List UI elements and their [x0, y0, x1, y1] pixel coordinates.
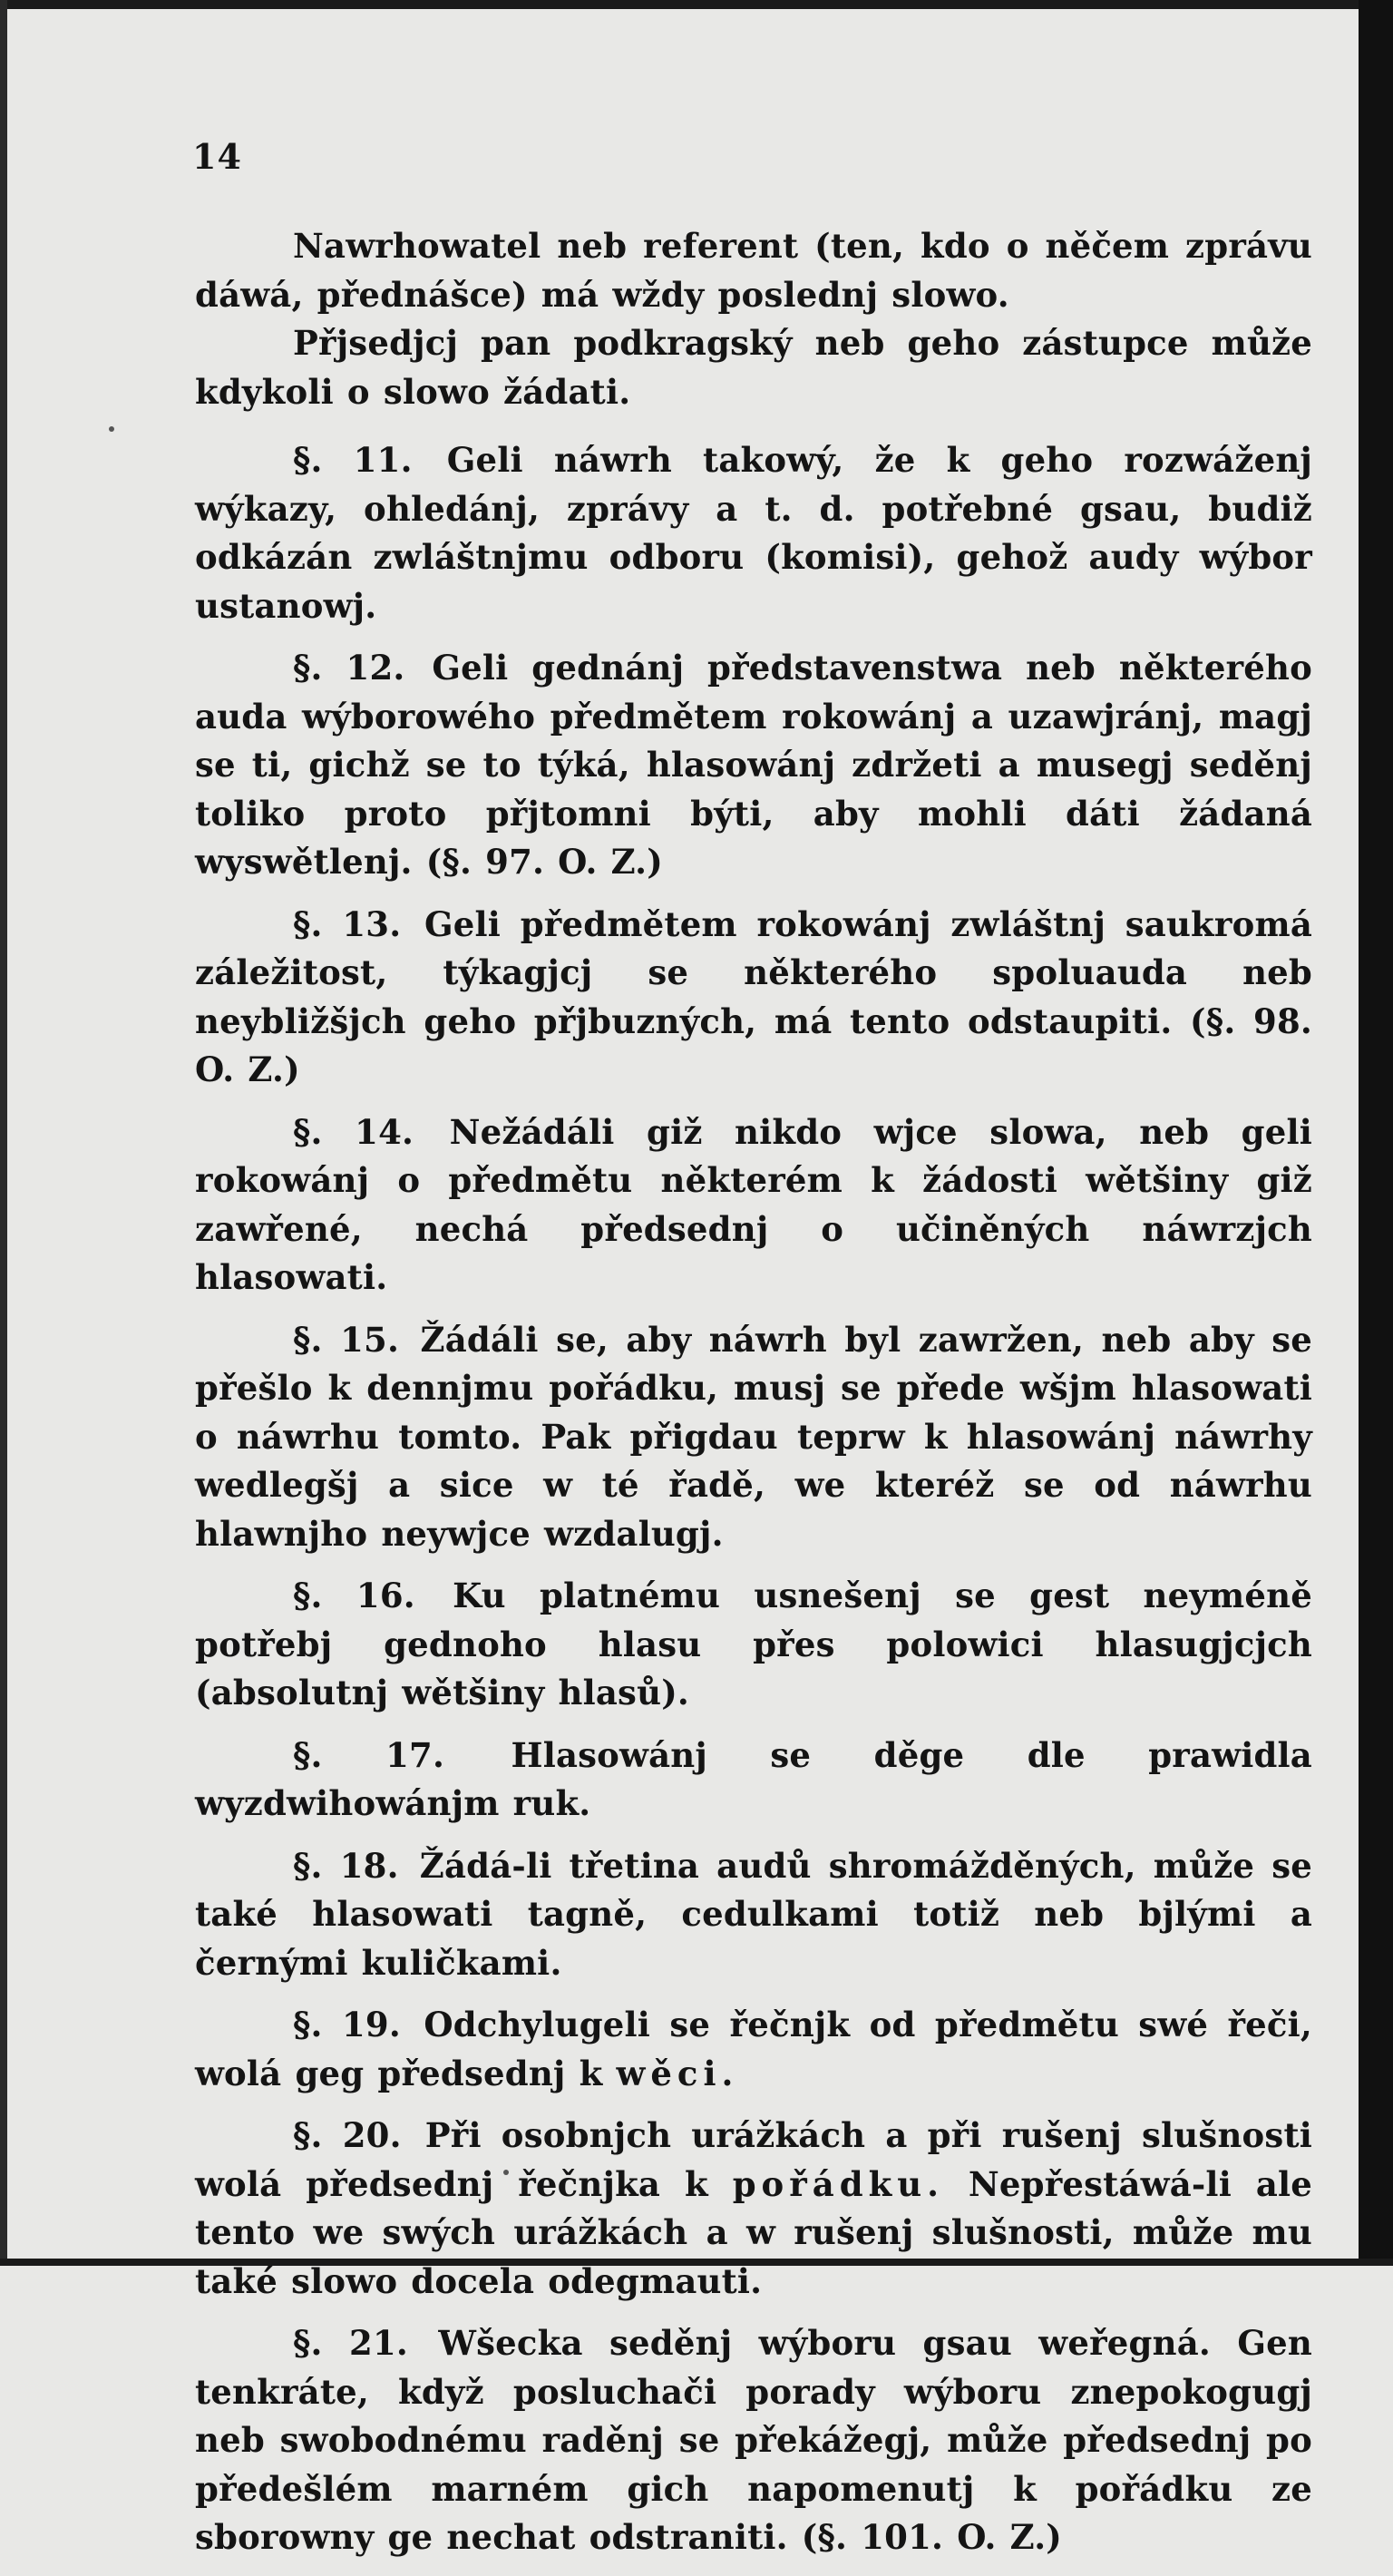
section-number: §. 15. — [293, 1319, 400, 1360]
section-text: Odchylugeli se řečnjk od předmětu swé řeči, wolá geg předsednj k — [195, 2005, 1312, 2093]
paragraph-text: Přjsedjcj pan podkragský neb geho zástupce může kdykoli o slowo žádati. — [195, 323, 1312, 412]
section-text: Geli náwrh takowý, že k geho rozwáženj wýkazy, ohledánj, zprávy a t. d. potřebné gsau, budiž odkázán zwláštnjmu odboru (komisi), gehož audy wýbor ustanowj. — [195, 440, 1313, 626]
section-text: Geli předmětem rokowánj zwláštnj saukromá záležitost, týkagjcj se některého spoluauda neb neybližšjch geho přjbuzných, má tento odstaupiti. (§. 98. O. Z.) — [195, 903, 1312, 1089]
scan-border-right — [1359, 0, 1393, 2266]
section-number: §. 18. — [293, 1845, 399, 1886]
section-number: §. 19. — [293, 2005, 401, 2044]
section-number: §. 17. — [293, 1734, 445, 1775]
section-12 — [195, 644, 1312, 887]
section-20 — [195, 2112, 1312, 2306]
spaced-emphasis: pořádku. — [732, 2163, 944, 2204]
section-text: Žádáli se, aby náwrh byl zawržen, neb aby se přešlo k dennjmu pořádku, musj se přede wšjm hlasowati o náwrhu tomto. Pak přigdau teprw k hlasowánj náwrhy wedlegšj a sice w té řadě, we kteréž se od náwrhu hlawnjho neywjce wzdalugj. — [195, 1319, 1312, 1554]
paragraph-text: Nawrhowatel neb referent (ten, kdo o něčem zprávu dáwá, přednášce) má wždy poslednj slowo. — [195, 226, 1312, 315]
section-text: Wšecka seděnj wýboru gsau weřegná. Gen tenkráte, když posluchači porady wýboru znepokogugj neb swobodnému raděnj se překážegj, může předsednj po předešlém marném gich napomenutj k pořádku ze sborowny ge nechat odstraniti. (§. 101. O. Z.) — [195, 2323, 1312, 2557]
scan-border-left — [0, 0, 7, 2266]
section-number: §. 14. — [293, 1111, 414, 1152]
section-number: §. 16. — [293, 1576, 415, 1615]
section-15 — [195, 1316, 1312, 1559]
section-text: Hlasowánj se děge dle prawidla wyzdwihowánjm ruk. — [195, 1734, 1312, 1823]
section-number: §. 20. — [293, 2115, 402, 2155]
paragraph — [195, 222, 1312, 319]
section-text-continued: Nepřestáwá-li ale tento we swých urážkách a w rušenj slušnosti, může mu také slowo docela odegmauti. — [195, 2163, 1312, 2301]
section-number: §. 12. — [293, 648, 405, 688]
page-content — [192, 136, 1313, 2576]
section-17 — [195, 1732, 1312, 1829]
page-number: 14 — [192, 136, 242, 177]
speck — [109, 426, 114, 432]
section-text: Nežádáli giž nikdo wjce slowa, neb geli rokowánj o předmětu některém k žádosti wětšiny giž zawřené, nechá předsednj o učiněných náwrzjch hlasowati. — [195, 1111, 1312, 1297]
section-18 — [195, 1842, 1312, 1988]
section-21 — [195, 2319, 1312, 2562]
section-13 — [195, 901, 1312, 1095]
section-text: Žádá-li třetina audů shromážděných, může se také hlasowati tagně, cedulkami totiž neb bjlými a černými kuličkami. — [195, 1845, 1313, 1983]
section-number: §. 13. — [293, 903, 402, 944]
section-16 — [195, 1572, 1312, 1718]
section-number: §. 11. — [293, 440, 413, 480]
scan-border-top — [0, 0, 1393, 9]
spaced-emphasis: wěci. — [616, 2053, 739, 2093]
section-text: Při osobnjch urážkách a při rušenj slušnosti wolá předsednj řečnjka k — [195, 2115, 1312, 2204]
section-number: §. 21. — [293, 2323, 408, 2363]
section-text: Ku platnému usnešenj se gest neyméně potřebj gednoho hlasu přes polowici hlasugjcjch (absolutnj wětšiny hlasů). — [195, 1576, 1312, 1712]
section-11 — [195, 436, 1312, 630]
section-14 — [195, 1108, 1312, 1303]
section-text: Geli gednánj představenstwa neb některého auda wýborowého předmětem rokowánj a uzawjránj, magj se ti, gichž se to týká, hlasowánj zdržeti a musegj seděnj toliko proto přjtomni býti, aby mohli dáti žádaná wyswětlenj. (§. 97. O. Z.) — [195, 648, 1312, 882]
section-19 — [195, 2001, 1312, 2098]
paragraph — [195, 319, 1312, 416]
